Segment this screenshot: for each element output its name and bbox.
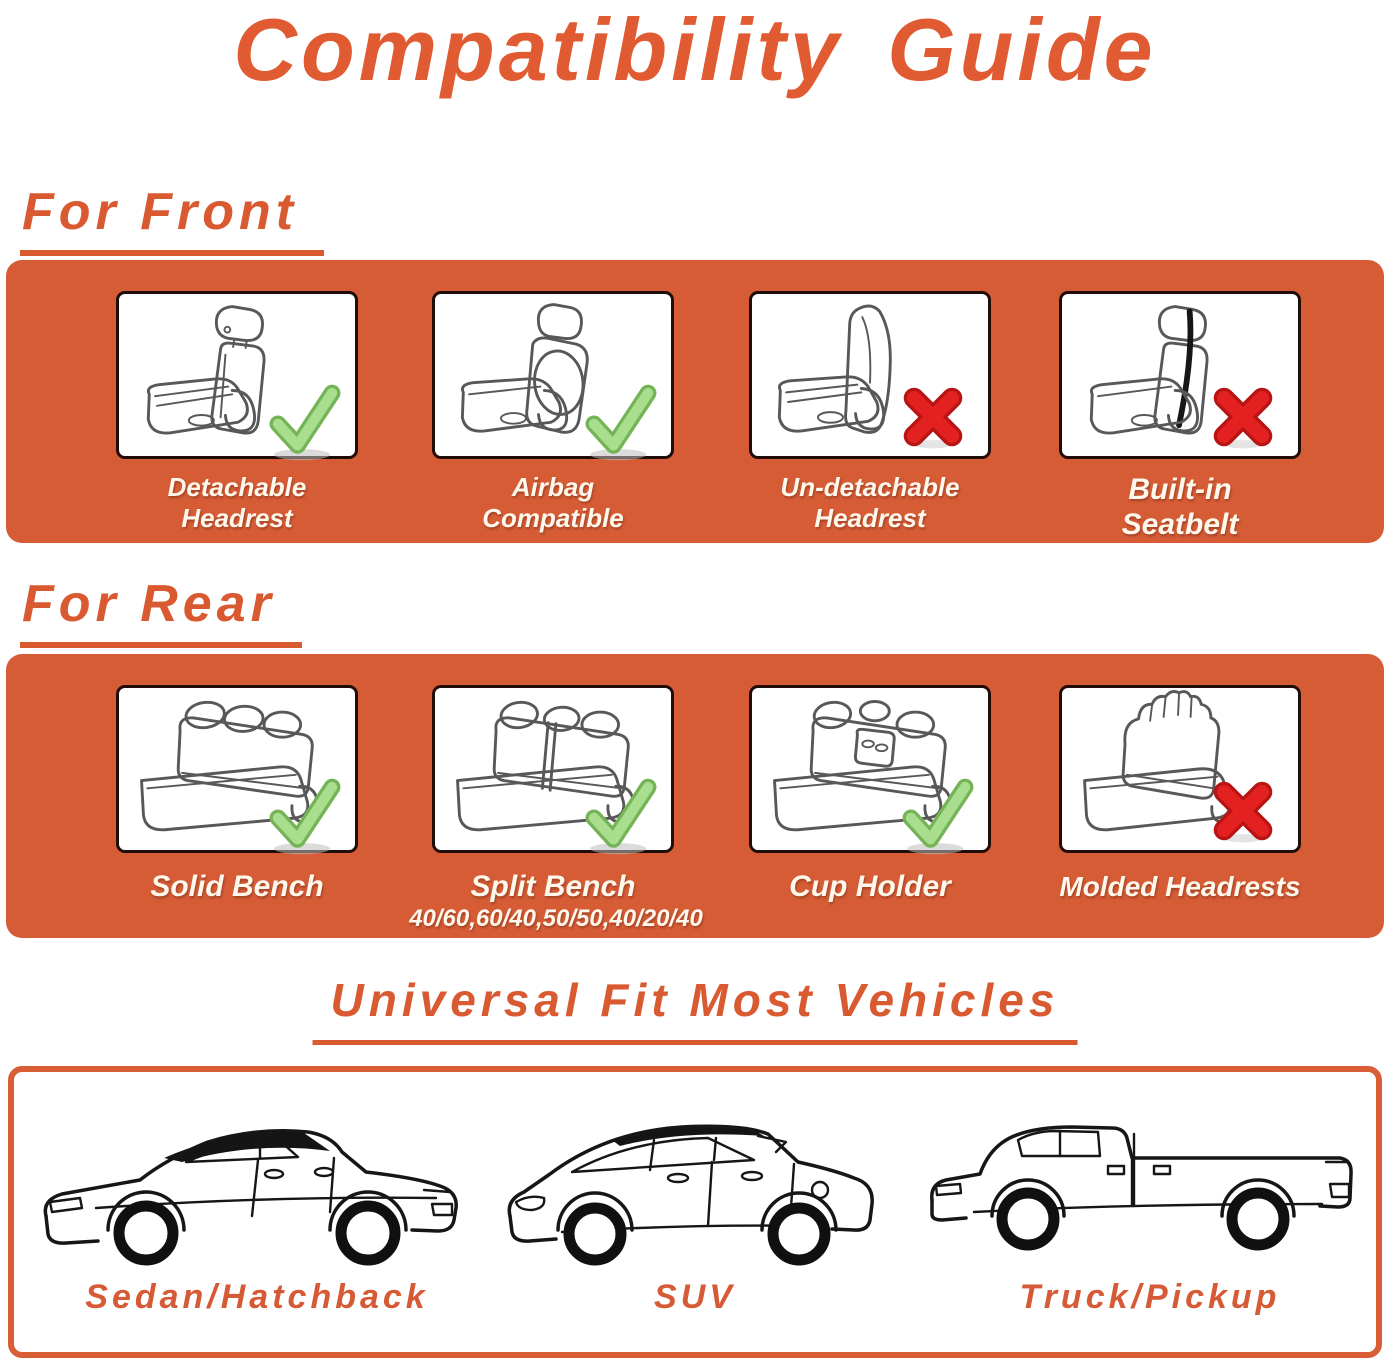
label-line: Built-in xyxy=(1128,473,1232,506)
card-label-undetachable-headrest xyxy=(720,472,1020,534)
card-detachable-headrest xyxy=(116,291,358,459)
card-molded-headrests xyxy=(1059,685,1301,853)
rear-band xyxy=(6,654,1384,938)
front-band xyxy=(6,260,1384,543)
label-line: Detachable xyxy=(167,472,307,502)
label-line: Un-detachable xyxy=(780,472,960,502)
card-label-builtin-seatbelt xyxy=(1030,472,1330,542)
card-label-solid-bench: Solid Bench xyxy=(150,870,324,903)
label-line: Headrest xyxy=(181,503,293,533)
label-line: Seatbelt xyxy=(1121,508,1239,541)
card-solid-bench xyxy=(116,685,358,853)
cross-icon xyxy=(1210,384,1276,450)
section-heading-universal-fit: Universal Fit Most Vehicles xyxy=(313,972,1078,1045)
card-undetachable-headrest xyxy=(749,291,991,459)
cross-icon xyxy=(900,384,966,450)
check-icon xyxy=(579,774,663,858)
check-icon xyxy=(579,380,663,464)
card-label-molded-headrests: Molded Headrests xyxy=(1059,871,1301,902)
card-airbag-compatible xyxy=(432,291,674,459)
card-label-detachable-headrest xyxy=(87,472,387,534)
label-line: Compatible xyxy=(482,503,624,533)
check-icon xyxy=(263,774,347,858)
card-label-airbag-compatible xyxy=(403,472,703,534)
card-cup-holder xyxy=(749,685,991,853)
sedan-icon xyxy=(36,1112,476,1277)
vehicle-label-sedan: Sedan/Hatchback xyxy=(85,1278,429,1316)
label-line: Headrest xyxy=(814,503,926,533)
check-icon xyxy=(896,774,980,858)
label-line: Airbag xyxy=(511,472,595,502)
section-heading-rear: For Rear xyxy=(20,576,302,648)
check-icon xyxy=(263,380,347,464)
vehicle-label-truck: Truck/Pickup xyxy=(1019,1278,1281,1316)
card-label-split-bench: Split Bench xyxy=(470,870,636,903)
card-split-bench xyxy=(432,685,674,853)
vehicle-label-suv: SUV xyxy=(654,1278,736,1316)
truck-pickup-icon xyxy=(922,1100,1362,1260)
split-bench-ratios: 40/60,60/40,50/50,40/20/40 xyxy=(409,905,703,932)
page-title: Compatibility Guide xyxy=(233,0,1157,99)
card-label-cup-holder: Cup Holder xyxy=(789,870,951,903)
card-builtin-seatbelt xyxy=(1059,291,1301,459)
suv-icon xyxy=(502,1110,882,1280)
section-heading-front: For Front xyxy=(20,184,324,256)
vehicles-box xyxy=(8,1066,1382,1358)
cross-icon xyxy=(1210,778,1276,844)
